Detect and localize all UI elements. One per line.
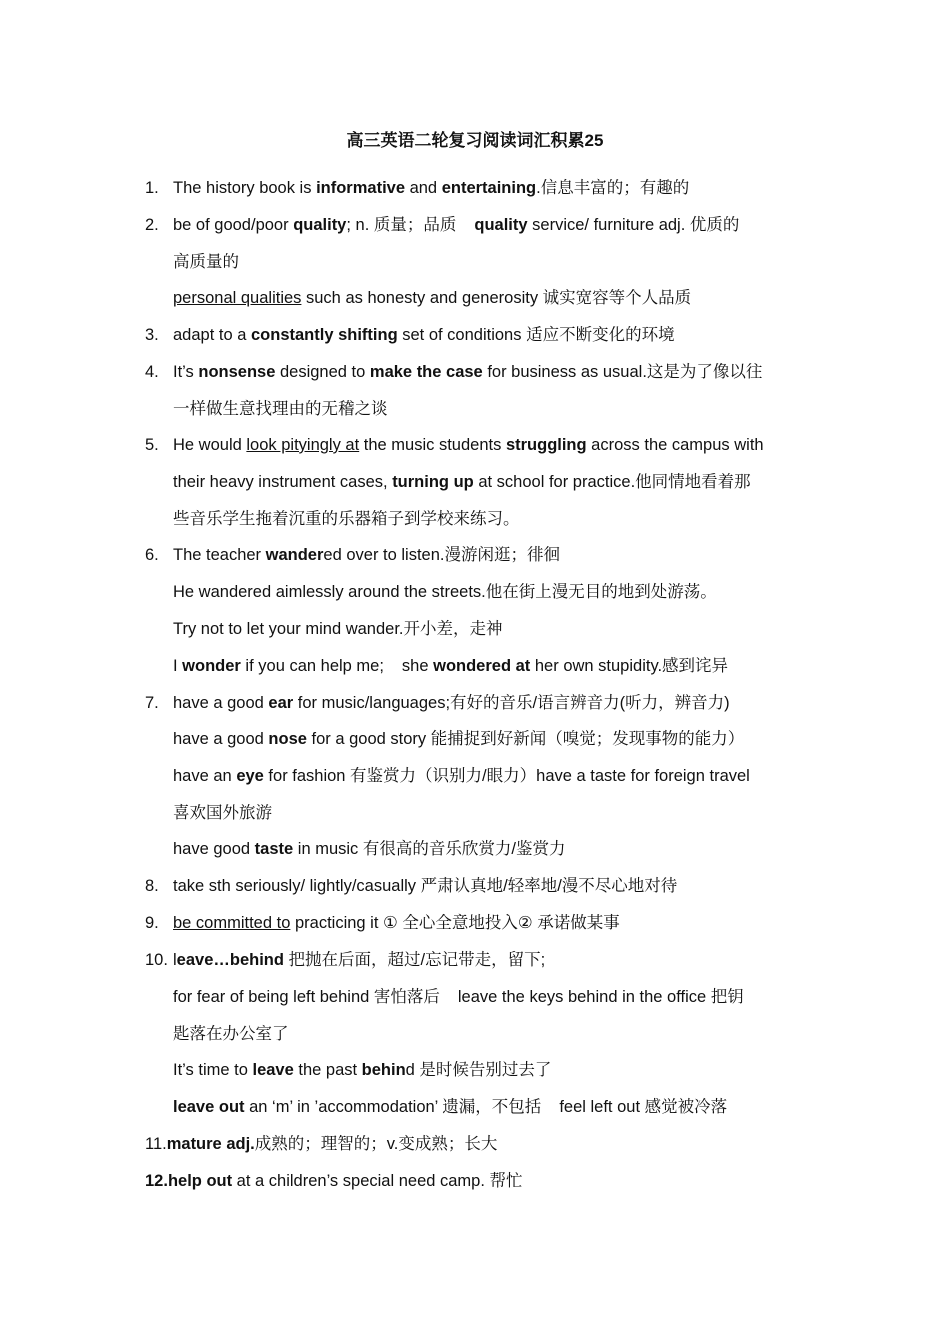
item-11-line-1: 11.mature adj.成熟的；理智的；v.变成熟；长大	[145, 1135, 498, 1153]
item-6-line-3: Try not to let your mind wander.开小差，走神	[173, 620, 503, 638]
item-7-line-3: have an eye for fashion 有鉴赏力（识别力/眼力）have a taste for foreign travel	[173, 767, 750, 785]
item-10-line-2: for fear of being left behind 害怕落后 leave the keys behind in the office 把钥	[173, 988, 744, 1006]
item-5-line-3: 些音乐学生拖着沉重的乐器箱子到学校来练习。	[173, 510, 520, 528]
item-6-line-1: The teacher wandered over to listen.漫游闲逛；徘徊	[173, 546, 560, 564]
item-number: 2.	[145, 216, 159, 234]
item-number: 9.	[145, 914, 159, 932]
item-7-line-5: have good taste in music 有很高的音乐欣赏力/鉴赏力	[173, 840, 566, 858]
item-6-line-2: He wandered aimlessly around the streets.他在街上漫无目的地到处游荡。	[173, 583, 717, 601]
item-7-line-4: 喜欢国外旅游	[173, 804, 272, 822]
item-number: 1.	[145, 179, 159, 197]
item-9-line-1: be committed to practicing it ① 全心全意地投入② 承诺做某事	[173, 914, 620, 932]
item-4-line-1: It’s nonsense designed to make the case for business as usual.这是为了像以往	[173, 363, 763, 381]
item-4-line-2: 一样做生意找理由的无稽之谈	[173, 400, 388, 418]
item-number: 3.	[145, 326, 159, 344]
item-number: 10.	[145, 951, 168, 969]
item-10-line-1: leave…behind 把抛在后面，超过/忘记带走，留下;	[173, 951, 546, 969]
item-number: 4.	[145, 363, 159, 381]
item-1-line-1: The history book is informative and entertaining.信息丰富的；有趣的	[173, 179, 690, 197]
item-2-line-3: personal qualities such as honesty and generosity 诚实宽容等个人品质	[173, 289, 692, 307]
item-2-line-1: be of good/poor quality; n. 质量；品质 quality service/ furniture adj. 优质的	[173, 216, 740, 234]
item-3-line-1: adapt to a constantly shifting set of conditions 适应不断变化的环境	[173, 326, 675, 344]
item-6-line-4: I wonder if you can help me; she wondered at her own stupidity.感到诧异	[173, 657, 729, 675]
item-10-line-4: It’s time to leave the past behind 是时候告别过去了	[173, 1061, 552, 1079]
item-number: 5.	[145, 436, 159, 454]
item-7-line-2: have a good nose for a good story 能捕捉到好新闻（嗅觉；发现事物的能力）	[173, 730, 745, 748]
item-10-line-3: 匙落在办公室了	[173, 1025, 289, 1043]
item-10-line-5: leave out an ‘m’ in ’accommodation’ 遗漏，不包括 feel left out 感觉被冷落	[173, 1098, 728, 1116]
item-number: 8.	[145, 877, 159, 895]
item-number: 7.	[145, 694, 159, 712]
item-5-line-2: their heavy instrument cases, turning up at school for practice.他同情地看着那	[173, 473, 751, 491]
item-5-line-1: He would look pityingly at the music students struggling across the campus with	[173, 436, 764, 454]
page-title: 高三英语二轮复习阅读词汇积累25	[346, 131, 604, 150]
item-7-line-1: have a good ear for music/languages;有好的音乐/语言辨音力(听力，辨音力)	[173, 694, 730, 712]
item-12-line-1: 12.help out at a children’s special need camp. 帮忙	[145, 1172, 523, 1190]
item-2-line-2: 高质量的	[173, 253, 239, 271]
item-number: 6.	[145, 546, 159, 564]
item-8-line-1: take sth seriously/ lightly/casually 严肃认真地/轻率地/漫不尽心地对待	[173, 877, 678, 895]
